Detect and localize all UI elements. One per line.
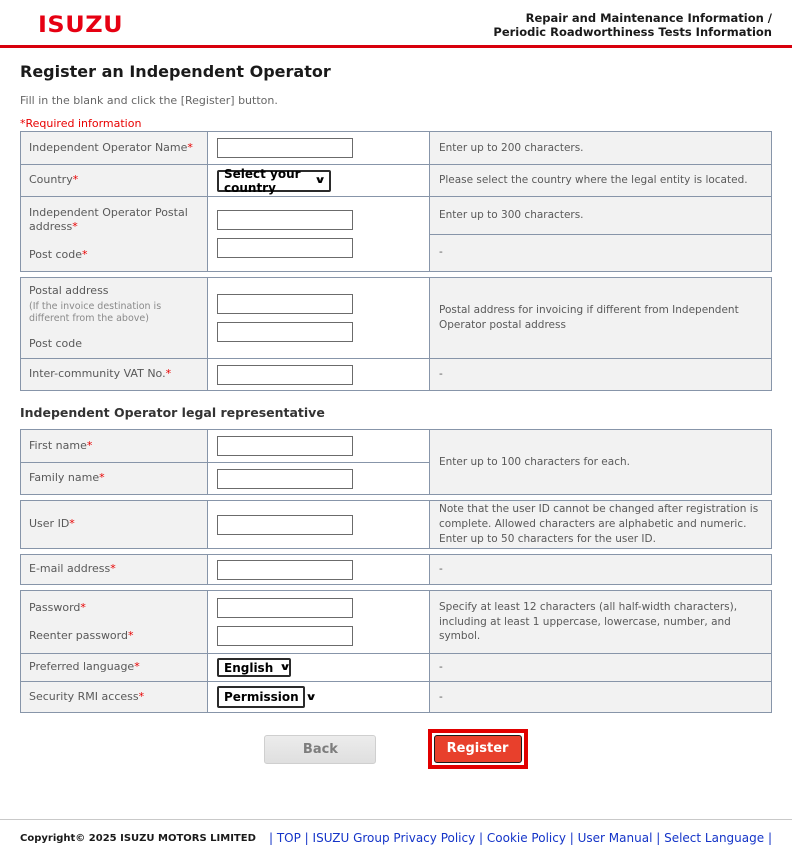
footer-links bbox=[269, 831, 772, 845]
footer-link-cookie-policy[interactable]: Cookie Policy bbox=[486, 831, 566, 845]
required-asterisk: * bbox=[82, 248, 88, 262]
country-note: Please select the country where the legal entity is located. bbox=[430, 164, 771, 196]
footer-link-separator: | bbox=[300, 831, 313, 845]
footer-link-user-manual[interactable]: User Manual bbox=[577, 831, 653, 845]
invoice-postal-note: Postal address for invoicing if different from Independent Operator postal address bbox=[430, 278, 771, 358]
required-asterisk: * bbox=[72, 173, 79, 187]
company-info-table-2 bbox=[20, 277, 772, 391]
footer bbox=[0, 819, 792, 845]
button-row bbox=[20, 729, 772, 769]
footer-link-select-language[interactable]: Select Language bbox=[664, 831, 765, 845]
legal-representative-heading: Independent Operator legal representative bbox=[20, 405, 325, 420]
register-focus-ring bbox=[428, 729, 528, 769]
footer-link-isuzu-group-privacy-policy[interactable]: ISUZU Group Privacy Policy bbox=[312, 831, 476, 845]
footer-link-separator: | bbox=[475, 831, 487, 845]
invoice-postal-address-input[interactable] bbox=[217, 294, 353, 314]
user-id-table bbox=[20, 500, 772, 549]
postal-note-cell bbox=[430, 196, 771, 271]
security-rmi-access-select[interactable]: Permission ∨ bbox=[217, 686, 305, 708]
family-name-label: Family name* bbox=[21, 462, 208, 494]
required-asterisk: * bbox=[138, 689, 145, 703]
footer-link-separator: | bbox=[652, 831, 665, 845]
country-select[interactable]: Select your country ∨ bbox=[217, 170, 331, 192]
header-title bbox=[493, 11, 772, 40]
header bbox=[0, 0, 792, 48]
required-asterisk: * bbox=[69, 517, 75, 531]
first-name-input[interactable] bbox=[217, 436, 353, 456]
footer-link-separator: | bbox=[268, 831, 277, 845]
password-note: Specify at least 12 characters (all half-width characters), including at least 1 uppercase, lowercase, number, and symbol. bbox=[430, 591, 771, 653]
invoice-postal-hint: (If the invoice destination is different from the above) bbox=[29, 300, 162, 324]
postal-address-label-cell: Independent Operator Postal address* Post code* bbox=[21, 196, 208, 271]
vat-note: - bbox=[430, 358, 771, 390]
security-rmi-access-note: - bbox=[430, 681, 771, 712]
required-asterisk: * bbox=[127, 629, 134, 642]
password-label-cell: Password* Reenter password* bbox=[21, 591, 208, 653]
country-label: Country* bbox=[21, 164, 208, 196]
independent-operator-name-note: Enter up to 200 characters. bbox=[430, 132, 771, 164]
preferred-language-select[interactable]: English ∨ bbox=[217, 658, 291, 677]
instruction-text: Fill in the blank and click the [Register] button. bbox=[20, 94, 278, 107]
required-asterisk: * bbox=[80, 600, 86, 614]
required-asterisk: * bbox=[110, 562, 116, 576]
preferred-language-label: Preferred language* bbox=[21, 653, 208, 681]
post-code-note: - bbox=[430, 234, 771, 272]
header-title-line1: Repair and Maintenance Information / bbox=[525, 11, 772, 25]
email-input[interactable] bbox=[217, 560, 353, 580]
register-button[interactable]: Register bbox=[434, 735, 522, 763]
email-label: E-mail address* bbox=[21, 555, 208, 584]
independent-operator-name-label: Independent Operator Name* bbox=[21, 132, 208, 164]
security-rmi-access-label: Security RMI access* bbox=[21, 681, 208, 712]
footer-link-top[interactable]: TOP bbox=[276, 831, 301, 845]
footer-link-separator: | bbox=[764, 831, 772, 845]
user-id-label: User ID* bbox=[21, 501, 208, 548]
invoice-post-code-input[interactable] bbox=[217, 322, 353, 342]
required-asterisk: * bbox=[165, 367, 172, 381]
chevron-down-icon: ∨ bbox=[279, 662, 292, 673]
required-asterisk: * bbox=[134, 660, 140, 674]
isuzu-logo: ISUZU bbox=[38, 12, 124, 38]
email-note: - bbox=[430, 555, 771, 584]
required-asterisk: * bbox=[187, 140, 193, 154]
user-id-note: Note that the user ID cannot be changed after registration is complete. Allowed characters are alphabetic and numeric. Enter up to 50 characters for the user ID. bbox=[430, 501, 771, 548]
first-name-label: First name* bbox=[21, 430, 208, 462]
password-input[interactable] bbox=[217, 598, 353, 618]
reenter-password-input[interactable] bbox=[217, 626, 353, 646]
postal-address-note: Enter up to 300 characters. bbox=[439, 208, 584, 221]
chevron-down-icon: ∨ bbox=[304, 691, 317, 703]
required-asterisk: * bbox=[86, 438, 93, 452]
required-note: *Required information bbox=[20, 117, 142, 130]
back-button[interactable]: Back bbox=[264, 735, 376, 764]
postal-address-input[interactable] bbox=[217, 210, 353, 230]
user-id-input[interactable] bbox=[217, 515, 353, 535]
post-code-input[interactable] bbox=[217, 238, 353, 258]
required-asterisk: * bbox=[99, 471, 105, 485]
invoice-post-code-label: Post code bbox=[29, 337, 83, 351]
family-name-input[interactable] bbox=[217, 469, 353, 489]
copyright-text: Copyright© 2025 ISUZU MOTORS LIMITED bbox=[20, 833, 256, 844]
preferred-language-note: - bbox=[430, 653, 771, 681]
account-settings-table bbox=[20, 590, 772, 713]
email-table bbox=[20, 554, 772, 585]
chevron-down-icon: ∨ bbox=[313, 175, 327, 186]
company-info-table-1 bbox=[20, 131, 772, 272]
invoice-postal-label-cell: Postal address (If the invoice destination is different from the above) Post code bbox=[21, 278, 208, 358]
footer-link-separator: | bbox=[565, 831, 578, 845]
page-title: Register an Independent Operator bbox=[20, 62, 331, 81]
header-title-line2: Periodic Roadworthiness Tests Information bbox=[493, 25, 772, 40]
required-asterisk: * bbox=[72, 219, 78, 233]
names-note: Enter up to 100 characters for each. bbox=[430, 430, 771, 494]
vat-label: Inter-community VAT No.* bbox=[21, 358, 208, 390]
vat-number-input[interactable] bbox=[217, 365, 353, 385]
rep-name-table bbox=[20, 429, 772, 495]
independent-operator-name-input[interactable] bbox=[217, 138, 353, 158]
